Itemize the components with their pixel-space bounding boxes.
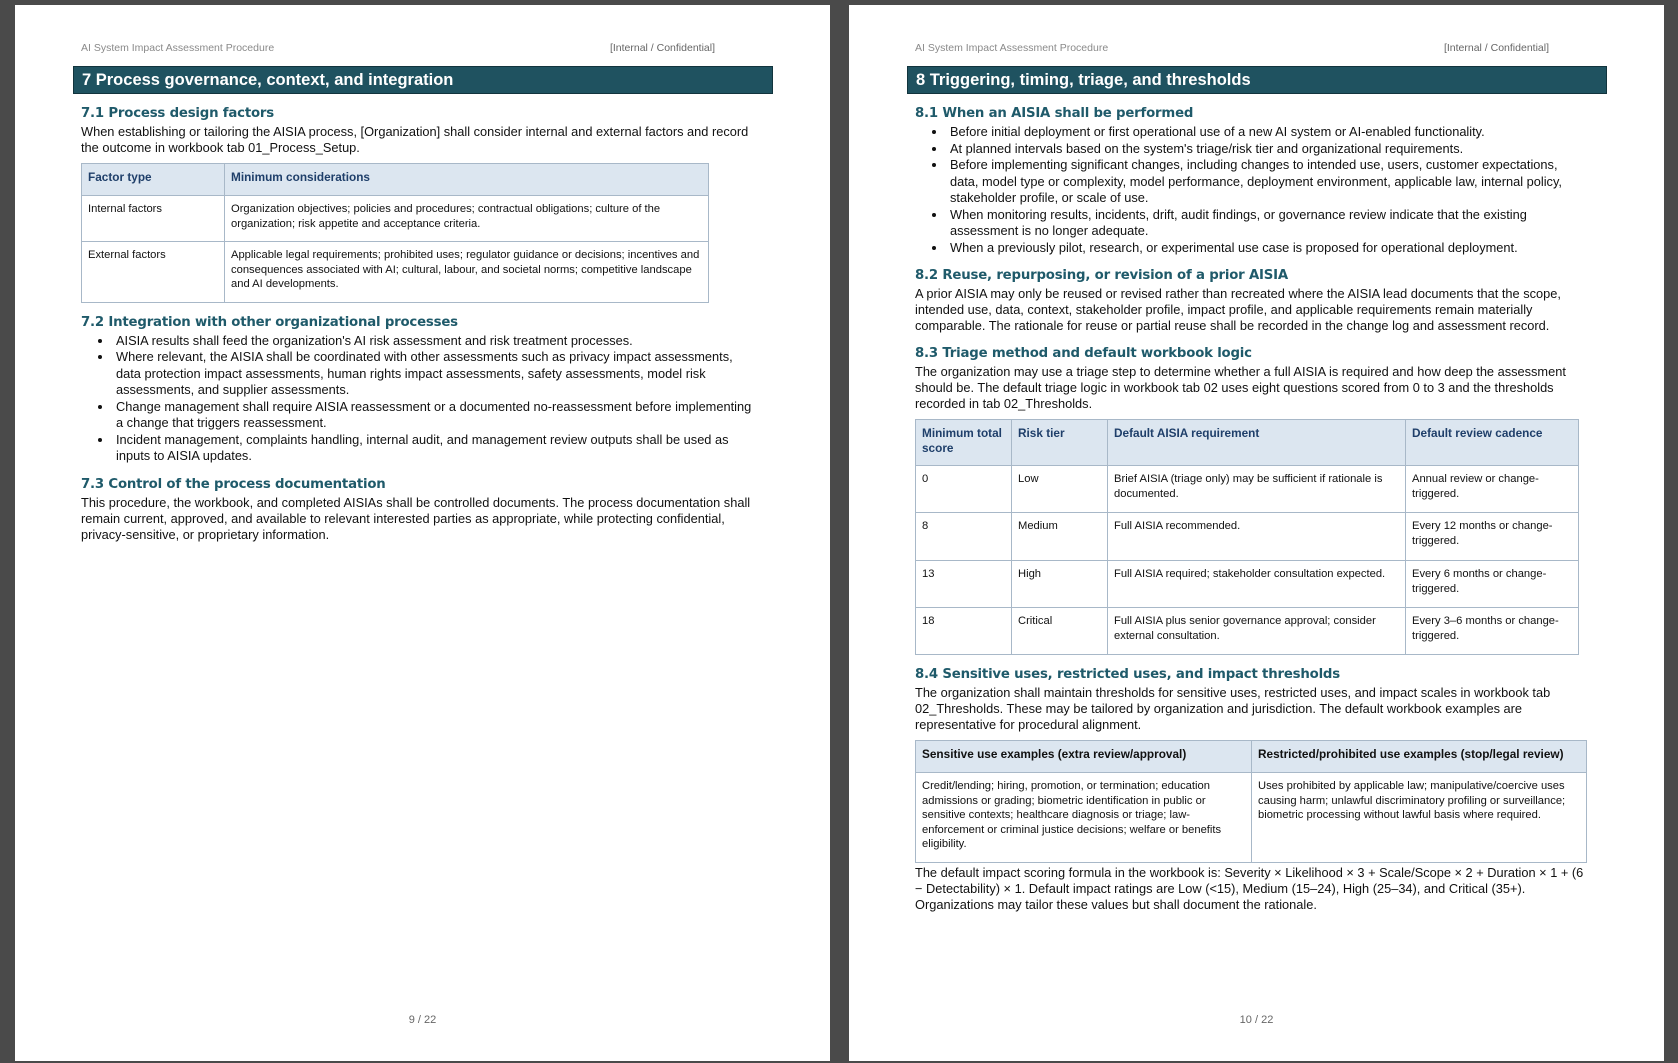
page-content	[73, 66, 773, 543]
list-item: • Change management shall require AISIA reassessment or a documented no-reassessment before implementing a change that triggers reassessment.	[113, 399, 755, 432]
factor-table	[81, 163, 709, 303]
page-number: 9 / 22	[408, 1014, 437, 1026]
subsection-heading: 7.2 Integration with other organizational processes	[81, 314, 458, 330]
document-page-9	[15, 5, 830, 1061]
table-row	[916, 773, 1587, 863]
table-cell: Full AISIA required; stakeholder consultation expected.	[1108, 561, 1406, 608]
table-header-cell: Default AISIA requirement	[1108, 420, 1406, 466]
table-row	[916, 608, 1579, 655]
table-cell: Brief AISIA (triage only) may be sufficient if rationale is documented.	[1108, 466, 1406, 513]
subsection-heading: 7.1 Process design factors	[81, 106, 275, 121]
paragraph: This procedure, the workbook, and completed AISIAs shall be controlled documents. The process documentation shall remain current, approved, and available to relevant interested parties as appropriate, while protecting confidential, privacy-sensitive, or proprietary information.	[81, 494, 751, 542]
subsection-heading: 7.3 Control of the process documentation	[81, 476, 386, 492]
running-header-title: AI System Impact Assessment Procedure	[81, 42, 275, 54]
table-header-cell: Restricted/prohibited use examples (stop/legal review)	[1252, 741, 1587, 773]
bullet-list	[947, 124, 1589, 256]
paragraph: The organization may use a triage step to determine whether a full AISIA is required and how deep the assessment should be. The default triage logic in workbook tab 02 uses eight questions scored from 0 to 3 and the thresholds recorded in tab 02_Thresholds.	[915, 364, 1566, 411]
table-cell: Medium	[1012, 513, 1108, 561]
page-number: 10 / 22	[1239, 1014, 1274, 1026]
paragraph: A prior AISIA may only be reused or revised rather than recreated where the AISIA lead documents that the scope, intended use, data, context, stakeholder profile, impact profile, and applicable requirements remain materially comparable. The rationale for reuse or partial reuse shall be recorded in the change log and assessment record.	[915, 286, 1561, 333]
running-header-classification: [Internal / Confidential]	[1443, 42, 1549, 54]
table-cell: Uses prohibited by applicable law; manipulative/coercive uses causing harm; unlawful discriminatory profiling or surveillance; biometric processing without lawful basis where required.	[1252, 773, 1587, 863]
table-row	[82, 242, 709, 303]
section-heading: 8 Triggering, timing, triage, and thresholds	[907, 66, 1607, 94]
subsection-heading: 8.3 Triage method and default workbook logic	[915, 346, 1252, 361]
table-header-cell: Factor type	[82, 164, 225, 196]
table-header-cell: Minimum total score	[916, 420, 1012, 466]
subsection-heading: 8.1 When an AISIA shall be performed	[915, 106, 1194, 121]
table-cell: Critical	[1012, 608, 1108, 655]
list-item: • Incident management, complaints handling, internal audit, and management review outputs shall be used as inputs to AISIA updates.	[113, 432, 755, 465]
bullet-list	[113, 333, 755, 465]
table-cell: External factors	[82, 242, 225, 303]
table-cell: Credit/lending; hiring, promotion, or termination; education admissions or grading; biometric identification in public or sensitive contexts; healthcare diagnosis or triage; law-enforcement or criminal justice decisions; welfare or benefits eligibility.	[916, 773, 1252, 863]
table-cell: Internal factors	[82, 196, 225, 242]
document-page-10	[849, 5, 1664, 1061]
list-item: • At planned intervals based on the system's triage/risk tier and organizational requirements.	[947, 141, 1589, 158]
table-header-row	[916, 420, 1579, 466]
list-item: • Where relevant, the AISIA shall be coordinated with other assessments such as privacy impact assessments, data protection impact assessments, human rights impact assessments, safety assessments, model risk assessments, and supplier assessments.	[113, 349, 755, 399]
table-cell: Organization objectives; policies and procedures; contractual obligations; culture of the organization; risk appetite and acceptance criteria.	[225, 196, 709, 242]
paragraph: The default impact scoring formula in the workbook is: Severity × Likelihood × 3 + Scale/Scope × 2 + Duration × 1 + (6 − Detectability) × 1. Default impact ratings are Low (<15), Medium (15–24), High (25–34), and Critical (35+). Organizations may tailor these values but shall document the rationale.	[915, 865, 1584, 912]
table-header-cell: Sensitive use examples (extra review/approval)	[916, 741, 1252, 773]
table-cell: Every 12 months or change-triggered.	[1406, 513, 1579, 561]
triage-threshold-table	[915, 419, 1579, 655]
table-cell: Full AISIA plus senior governance approval; consider external consultation.	[1108, 608, 1406, 655]
table-row	[82, 196, 709, 242]
sensitive-uses-table	[915, 740, 1587, 863]
table-cell: Low	[1012, 466, 1108, 513]
list-item: • AISIA results shall feed the organization's AI risk assessment and risk treatment processes.	[113, 333, 755, 350]
table-cell: Every 6 months or change-triggered.	[1406, 561, 1579, 608]
table-header-cell: Minimum considerations	[225, 164, 709, 196]
table-cell: Applicable legal requirements; prohibited uses; regulator guidance or decisions; incentives and consequences associated with AI; cultural, labour, and societal norms; competitive landscape and AI developments.	[225, 242, 709, 303]
subsection-heading: 8.2 Reuse, repurposing, or revision of a prior AISIA	[915, 268, 1289, 283]
list-item: • When a previously pilot, research, or experimental use case is proposed for operational deployment.	[947, 240, 1589, 257]
table-cell: Every 3–6 months or change-triggered.	[1406, 608, 1579, 655]
table-cell: 13	[916, 561, 1012, 608]
section-heading: 7 Process governance, context, and integration	[73, 66, 773, 94]
table-cell: Annual review or change-triggered.	[1406, 466, 1579, 513]
table-row	[916, 513, 1579, 561]
table-header-row	[916, 741, 1587, 773]
table-cell: 8	[916, 513, 1012, 561]
paragraph: When establishing or tailoring the AISIA process, [Organization] shall consider internal and external factors and record the outcome in workbook tab 01_Process_Setup.	[81, 124, 749, 155]
list-item: • When monitoring results, incidents, drift, audit findings, or governance review indicate that the existing assessment is no longer adequate.	[947, 207, 1589, 240]
table-cell: High	[1012, 561, 1108, 608]
running-header-title: AI System Impact Assessment Procedure	[915, 42, 1109, 54]
page-content	[907, 66, 1607, 913]
table-header-row	[82, 164, 709, 196]
table-cell: 18	[916, 608, 1012, 655]
table-header-cell: Default review cadence	[1406, 420, 1579, 466]
table-header-cell: Risk tier	[1012, 420, 1108, 466]
table-cell: Full AISIA recommended.	[1108, 513, 1406, 561]
table-row	[916, 466, 1579, 513]
list-item: • Before initial deployment or first operational use of a new AI system or AI-enabled functionality.	[947, 124, 1589, 141]
table-cell: 0	[916, 466, 1012, 513]
running-header-classification: [Internal / Confidential]	[609, 42, 715, 54]
table-row	[916, 561, 1579, 608]
list-item: • Before implementing significant changes, including changes to intended use, users, customer expectations, data, model type or complexity, model performance, deployment environment, applicable law, internal policy, stakeholder profile, or scale of use.	[947, 157, 1589, 207]
subsection-heading: 8.4 Sensitive uses, restricted uses, and impact thresholds	[915, 667, 1340, 682]
paragraph: The organization shall maintain thresholds for sensitive uses, restricted uses, and impact scales in workbook tab 02_Thresholds. These may be tailored by organization and jurisdiction. The default workbook examples are representative for procedural alignment.	[915, 685, 1551, 732]
